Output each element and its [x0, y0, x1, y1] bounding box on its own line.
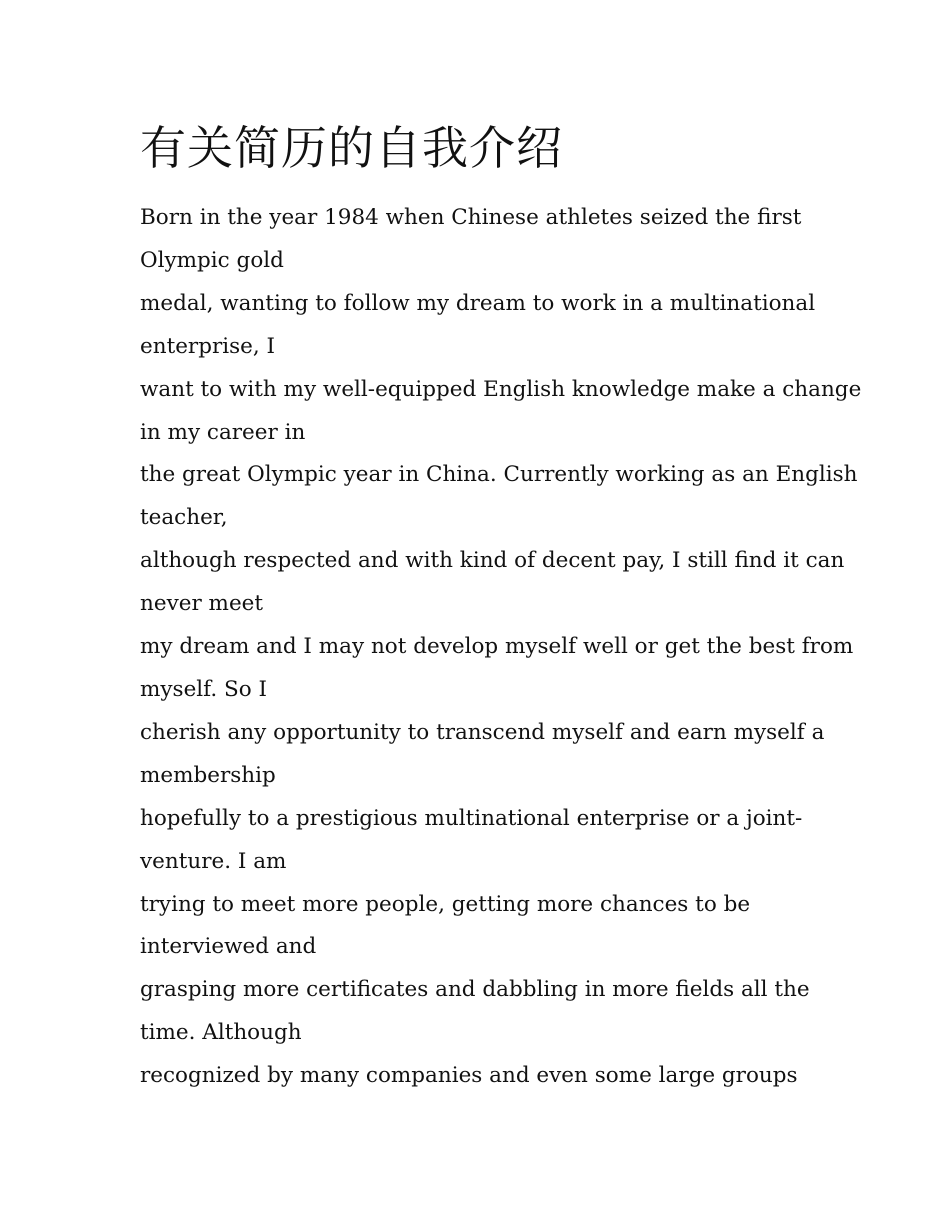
- body-line: trying to meet more people, getting more chances to be: [140, 891, 751, 917]
- body-line: in my career in: [140, 419, 306, 445]
- body-line: myself. So I: [140, 676, 268, 702]
- body-line: Born in the year 1984 when Chinese athletes seized the first: [140, 205, 802, 230]
- body-line: Olympic gold: [140, 247, 284, 273]
- document-title: 有关简历的自我介绍: [140, 121, 563, 175]
- body-line: grasping more certificates and dabbling in more fields all the: [140, 977, 810, 1003]
- body-line: cherish any opportunity to transcend myself and earn myself a: [140, 719, 825, 745]
- document-body: [140, 197, 862, 1098]
- body-line: interviewed and: [140, 934, 317, 960]
- body-line: never meet: [140, 591, 264, 617]
- body-line: want to with my well-equipped English knowledge make a change: [140, 376, 862, 402]
- body-line: membership: [140, 762, 276, 788]
- body-line: my dream and I may not develop myself well or get the best from: [140, 634, 854, 660]
- body-line: venture. I am: [140, 848, 287, 874]
- body-line: time. Although: [140, 1020, 302, 1046]
- body-line: medal, wanting to follow my dream to work in a multinational: [140, 290, 816, 316]
- body-line: hopefully to a prestigious multinational enterprise or a joint-: [140, 805, 803, 831]
- body-line: the great Olympic year in China. Currently working as an English: [140, 462, 858, 488]
- body-line: teacher,: [140, 505, 228, 531]
- body-line: although respected and with kind of decent pay, I still find it can: [140, 548, 845, 574]
- body-line: recognized by many companies and even some large groups: [140, 1063, 798, 1089]
- body-line: enterprise, I: [140, 333, 276, 359]
